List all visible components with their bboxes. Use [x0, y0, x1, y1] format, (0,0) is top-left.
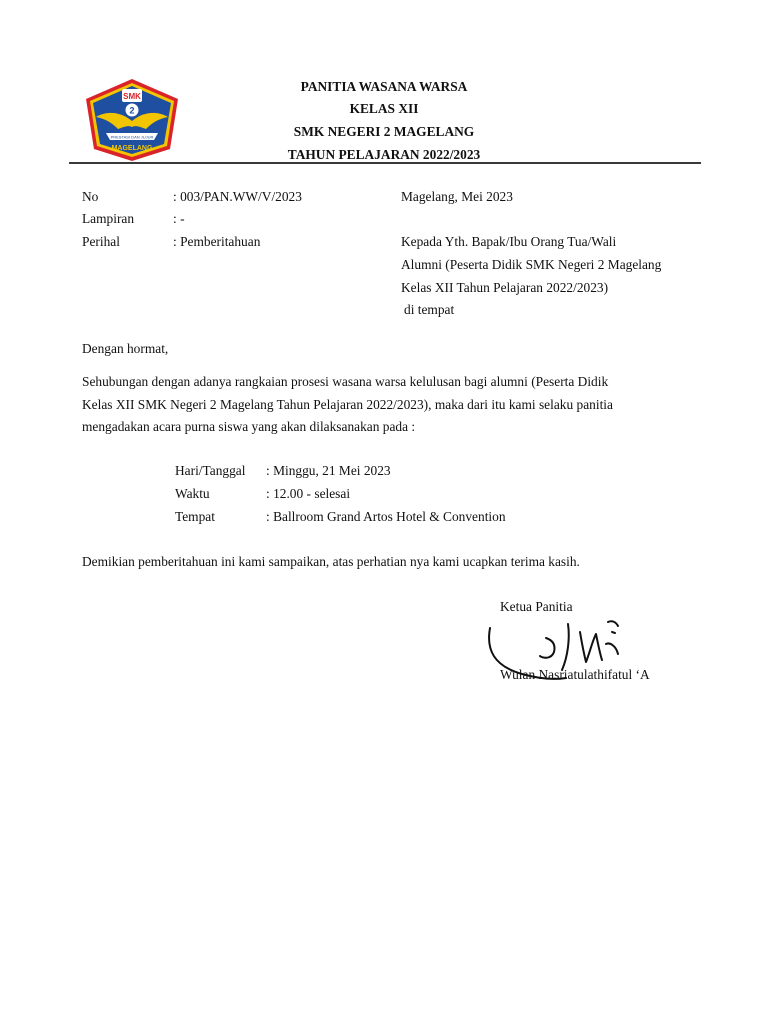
- paragraph-line-2: Kelas XII SMK Negeri 2 Magelang Tahun Pelajaran 2022/2023), maka dari itu kami selaku panitia: [82, 397, 613, 412]
- perihal-value: : Pemberitahuan: [173, 234, 261, 249]
- event-place-value: : Ballroom Grand Artos Hotel & Convention: [266, 509, 506, 524]
- header-school: SMK NEGERI 2 MAGELANG: [293, 124, 475, 139]
- recipient-line-2: Alumni (Peserta Didik SMK Negeri 2 Magelang: [401, 257, 662, 272]
- lampiran-value: : -: [173, 211, 185, 226]
- event-time-value: : 12.00 - selesai: [266, 486, 351, 501]
- header-title: PANITIA WASANA WARSA: [300, 79, 468, 94]
- signature-role: Ketua Panitia: [500, 599, 573, 614]
- closing-text: Demikian pemberitahuan ini kami sampaikan, atas perhatian nya kami ucapkan terima kasih.: [82, 554, 580, 569]
- perihal-label: Perihal: [82, 234, 120, 249]
- recipient-line-4: di tempat: [404, 302, 455, 317]
- svg-text:PRESTASI DAN JUJUR: PRESTASI DAN JUJUR: [110, 134, 154, 140]
- event-time-label: Waktu: [175, 486, 210, 501]
- svg-text:MAGELANG: MAGELANG: [111, 145, 153, 152]
- no-value: : 003/PAN.WW/V/2023: [173, 189, 302, 204]
- header-divider: [69, 162, 701, 164]
- greeting: Dengan hormat,: [82, 341, 169, 356]
- lampiran-label: Lampiran: [82, 211, 135, 226]
- event-date-value: : Minggu, 21 Mei 2023: [266, 463, 391, 478]
- event-date-label: Hari/Tanggal: [175, 463, 246, 478]
- svg-text:SMK: SMK: [123, 92, 141, 101]
- header-class: KELAS XII: [349, 101, 419, 116]
- svg-text:2: 2: [129, 105, 135, 116]
- paragraph-line-3: mengadakan acara purna siswa yang akan dilaksanakan pada :: [82, 419, 416, 434]
- event-place-label: Tempat: [175, 509, 215, 524]
- recipient-line-3: Kelas XII Tahun Pelajaran 2022/2023): [401, 280, 609, 295]
- paragraph-line-1: Sehubungan dengan adanya rangkaian prosesi wasana warsa kelulusan bagi alumni (Peserta Didik: [82, 374, 609, 389]
- header-year: TAHUN PELAJARAN 2022/2023: [287, 147, 481, 162]
- signature-name: Wulan Nasriatulathifatul ‘A: [500, 667, 650, 682]
- no-label: No: [82, 189, 99, 204]
- recipient-line-1: Kepada Yth. Bapak/Ibu Orang Tua/Wali: [401, 234, 617, 249]
- place-date: Magelang, Mei 2023: [401, 189, 513, 204]
